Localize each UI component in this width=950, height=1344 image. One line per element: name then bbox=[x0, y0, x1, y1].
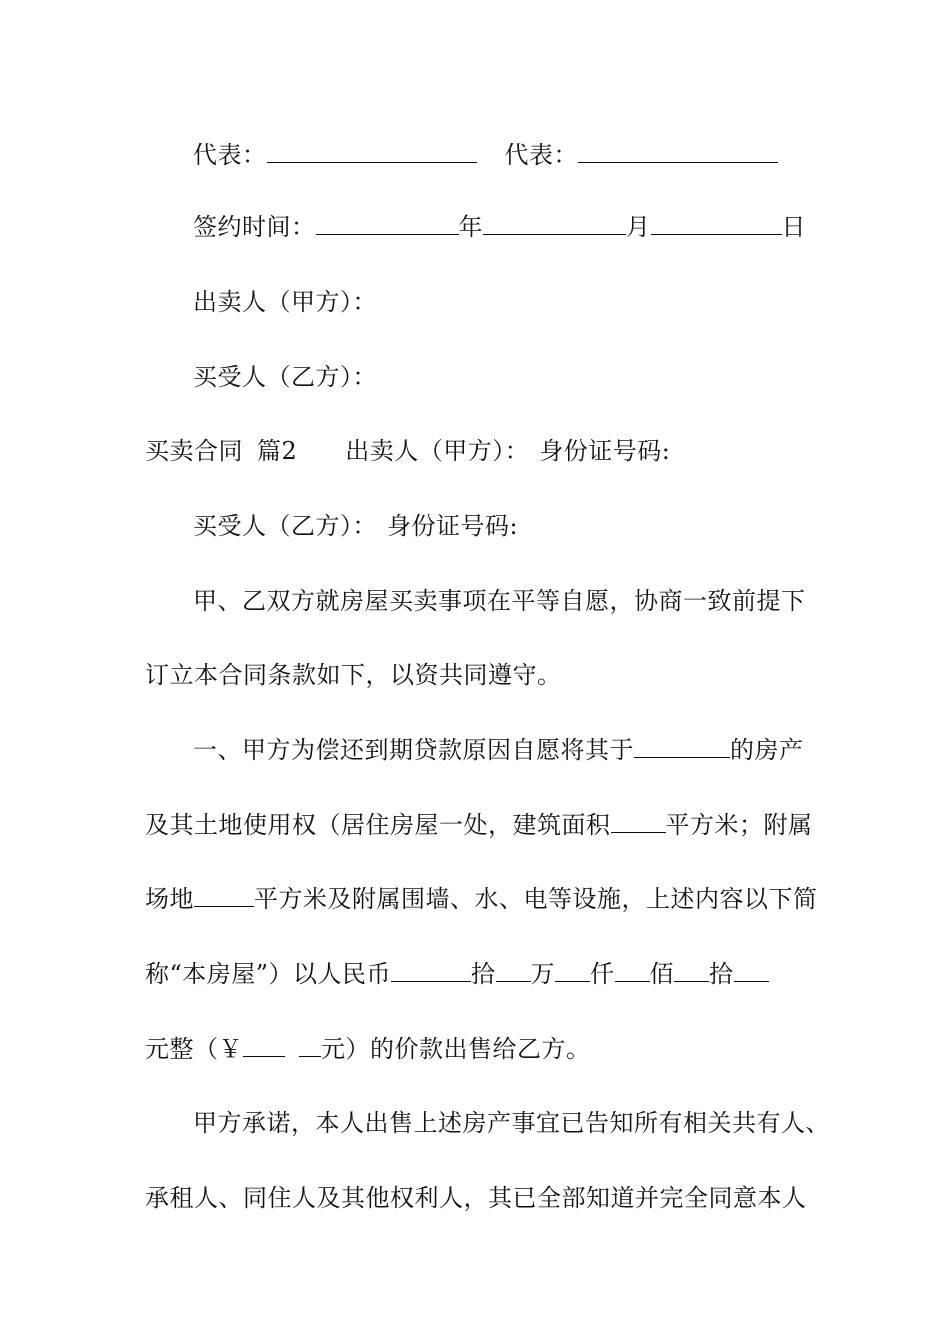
price-unit-shi-2: 拾 bbox=[709, 960, 734, 988]
month-label: 月 bbox=[626, 213, 651, 241]
seller-line: 出卖人（甲方）： bbox=[193, 288, 377, 316]
paragraph-2-text-5: 场地 bbox=[145, 885, 194, 913]
paragraph-2-text-2: 的房产 bbox=[730, 736, 804, 764]
paragraph-1-line-1: 甲、乙双方就房屋买卖事项在平等自愿，协商一致前提下 bbox=[193, 587, 806, 615]
price-ten-thousand-blank bbox=[391, 961, 471, 982]
price-unit-shi-1: 拾 bbox=[471, 960, 496, 988]
day-label: 日 bbox=[781, 213, 806, 241]
price-blank-6 bbox=[734, 961, 769, 982]
representative-blank-right bbox=[578, 142, 778, 163]
yard-area-blank bbox=[194, 886, 254, 907]
price-unit-qian: 仟 bbox=[590, 960, 615, 988]
month-blank bbox=[483, 214, 626, 235]
contract-heading-line bbox=[145, 436, 670, 466]
paragraph-2-text-4: 平方米；附属 bbox=[665, 811, 813, 839]
paragraph-2-text-1: 一、甲方为偿还到期贷款原因自愿将其于 bbox=[193, 736, 634, 764]
price-blank-4 bbox=[615, 961, 650, 982]
representative-label-right: 代表： bbox=[504, 141, 578, 169]
paragraph-2-text-8: 元整（￥ bbox=[145, 1035, 243, 1063]
day-blank bbox=[651, 214, 782, 235]
paragraph-2-line-5 bbox=[145, 1034, 591, 1064]
paragraph-2-line-1 bbox=[193, 735, 804, 765]
representative-blank-left bbox=[267, 142, 477, 163]
representative-line bbox=[193, 140, 778, 170]
building-area-blank bbox=[611, 812, 666, 833]
paragraph-3-line-1: 甲方承诺，本人出售上述房产事宜已告知所有相关共有人、 bbox=[193, 1109, 830, 1137]
year-blank bbox=[316, 214, 459, 235]
section-label: 篇2 bbox=[257, 437, 298, 465]
price-number-blank-1 bbox=[243, 1036, 285, 1057]
year-label: 年 bbox=[458, 213, 483, 241]
signing-time-line bbox=[193, 212, 806, 242]
paragraph-2-line-3 bbox=[145, 884, 818, 914]
buyer-line: 买受人（乙方）： bbox=[193, 363, 377, 391]
contract-title: 买卖合同 bbox=[145, 437, 243, 465]
price-blank-5 bbox=[674, 961, 709, 982]
seller-id-label: 身份证号码: bbox=[539, 437, 671, 465]
paragraph-2-line-4 bbox=[145, 959, 769, 989]
paragraph-3-line-2: 承租人、同住人及其他权利人，其已全部知道并完全同意本人 bbox=[145, 1184, 807, 1212]
paragraph-1-line-2: 订立本合同条款如下，以资共同遵守。 bbox=[145, 661, 562, 689]
price-blank-2 bbox=[496, 961, 531, 982]
buyer-id-label: 身份证号码: bbox=[387, 512, 519, 540]
price-number-blank-2 bbox=[299, 1036, 321, 1057]
paragraph-2-text-9: 元）的价款出售给乙方。 bbox=[321, 1035, 591, 1063]
paragraph-2-text-6: 平方米及附属围墙、水、电等设施，上述内容以下简 bbox=[254, 885, 818, 913]
buyer-label: 买受人（乙方）： bbox=[193, 512, 377, 540]
buyer-id-line bbox=[193, 511, 518, 541]
property-location-blank bbox=[634, 737, 730, 758]
seller-label: 出卖人（甲方）： bbox=[345, 437, 530, 465]
paragraph-2-line-2 bbox=[145, 810, 813, 840]
representative-label-left: 代表： bbox=[193, 141, 267, 169]
price-unit-bai: 佰 bbox=[649, 960, 675, 988]
paragraph-2-text-7: 称“本房屋”）以人民币 bbox=[145, 960, 392, 988]
price-blank-3 bbox=[555, 961, 590, 982]
paragraph-2-text-3: 及其土地使用权（居住房屋一处，建筑面积 bbox=[145, 811, 611, 839]
price-unit-wan: 万 bbox=[530, 960, 556, 988]
signing-time-label: 签约时间： bbox=[193, 213, 316, 241]
